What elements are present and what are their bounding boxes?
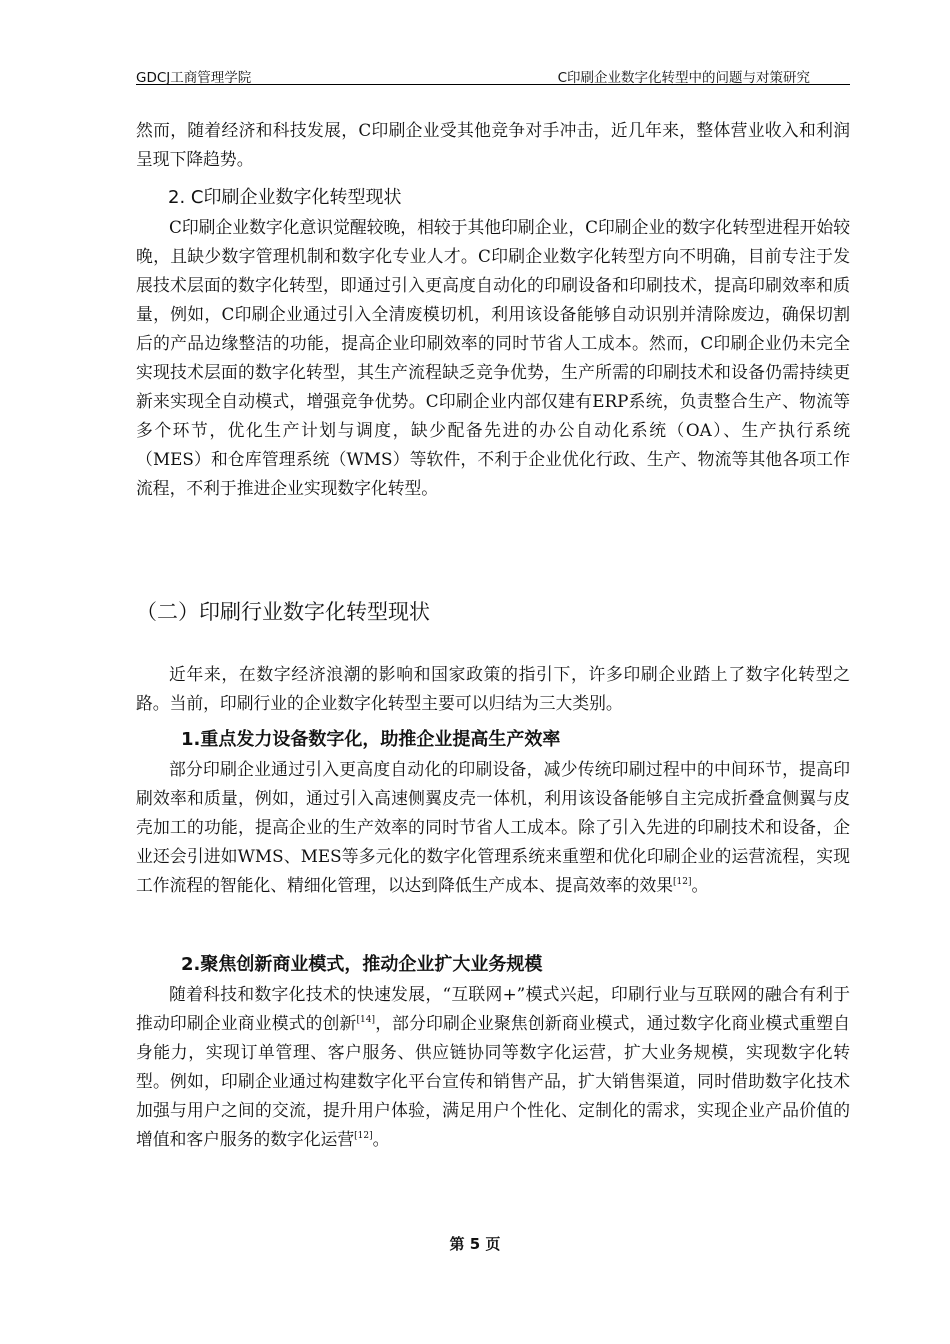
subheading-equipment: 1.重点发力设备数字化，助推企业提高生产效率 — [181, 729, 561, 750]
section-heading: （二）印刷行业数字化转型现状 — [136, 600, 430, 624]
paragraph: 近年来，在数字经济浪潮的影响和国家政策的指引下，许多印刷企业踏上了数字化转型之路。当前，印刷行业的企业数字化转型主要可以归结为三大类别。 — [136, 664, 850, 713]
header-title: C印刷企业数字化转型中的问题与对策研究 — [557, 70, 810, 86]
header-school: GDCJ工商管理学院 — [136, 70, 252, 86]
paragraph-text: ，部分印刷企业聚焦创新商业模式，通过数字化商业模式重塑自身能力，实现订单管理、客户服务、供应链协同等数字化运营，扩大业务规模，实现数字化转型。例如，印刷企业通过构建数字化平台宣传和销售产品，扩大销售渠道，同时借助数字化技术加强与用户之间的交流，提升用户体验，满足用户个性化、定制化的需求，实现企业产品价值的增值和客户服务的数字化运营 — [136, 1013, 850, 1149]
paragraph-business-model — [136, 980, 850, 1154]
citation: [12] — [673, 877, 692, 887]
paragraph-intro — [136, 116, 850, 174]
paragraph-text: 部分印刷企业通过引入更高度自动化的印刷设备，减少传统印刷过程中的中间环节，提高印刷效率和质量，例如，通过引入高速侧翼皮壳一体机，利用该设备能够自主完成折叠盒侧翼与皮壳加工的功能，提高企业的生产效率的同时节省人工成本。除了引入先进的印刷技术和设备，企业还会引进如WMS、MES等多元化的数字化管理系统来重塑和优化印刷企业的运营流程，实现工作流程的智能化、精细化管理，以达到降低生产成本、提高效率的效果 — [136, 759, 850, 895]
paragraph-industry-intro — [136, 660, 850, 718]
page-number: 第 5 页 — [449, 1235, 501, 1253]
paragraph-c-status — [136, 213, 850, 503]
paragraph-text: 随着科技和数字化技术的快速发展，“互联网+”模式兴起，印刷行业与互联网的融合有利于推动印刷企业商业模式的创新 — [136, 984, 850, 1033]
paragraph: C印刷企业数字化意识觉醒较晚，相较于其他印刷企业，C印刷企业的数字化转型进程开始较晚，且缺少数字管理机制和数字化专业人才。C印刷企业数字化转型方向不明确，目前专注于发展技术层面的数字化转型，即通过引入更高度自动化的印刷设备和印刷技术，提高印刷效率和质量，例如，C印刷企业通过引入全清废模切机，利用该设备能够自动识别并清除废边，确保切割后的产品边缘整洁的功能，提高企业印刷效率的同时节省人工成本。然而，C印刷企业仍未完全实现技术层面的数字化转型，其生产流程缺乏竞争优势，生产所需的印刷技术和设备仍需持续更新来实现全自动模式，增强竞争优势。C印刷企业内部仅建有ERP系统，负责整合生产、物流等多个环节，优化生产计划与调度，缺少配备先进的办公自动化系统（OA）、生产执行系统（MES）和仓库管理系统（WMS）等软件，不利于企业优化行政、生产、物流等其他各项工作流程，不利于推进企业实现数字化转型。 — [136, 217, 850, 498]
page-header — [136, 62, 850, 85]
citation: [12] — [354, 1131, 373, 1141]
citation: [14] — [356, 1015, 376, 1025]
paragraph — [136, 755, 850, 900]
paragraph: 然而，随着经济和科技发展，C印刷企业受其他竞争对手冲击，近几年来，整体营业收入和利润呈现下降趋势。 — [136, 120, 850, 169]
paragraph-end: 。 — [691, 875, 709, 895]
paragraph-end: 。 — [372, 1129, 390, 1149]
subheading-business-model: 2.聚焦创新商业模式，推动企业扩大业务规模 — [181, 954, 543, 975]
subheading-c-status: 2. C印刷企业数字化转型现状 — [168, 187, 402, 208]
paragraph — [136, 980, 850, 1154]
paragraph-equipment — [136, 755, 850, 900]
